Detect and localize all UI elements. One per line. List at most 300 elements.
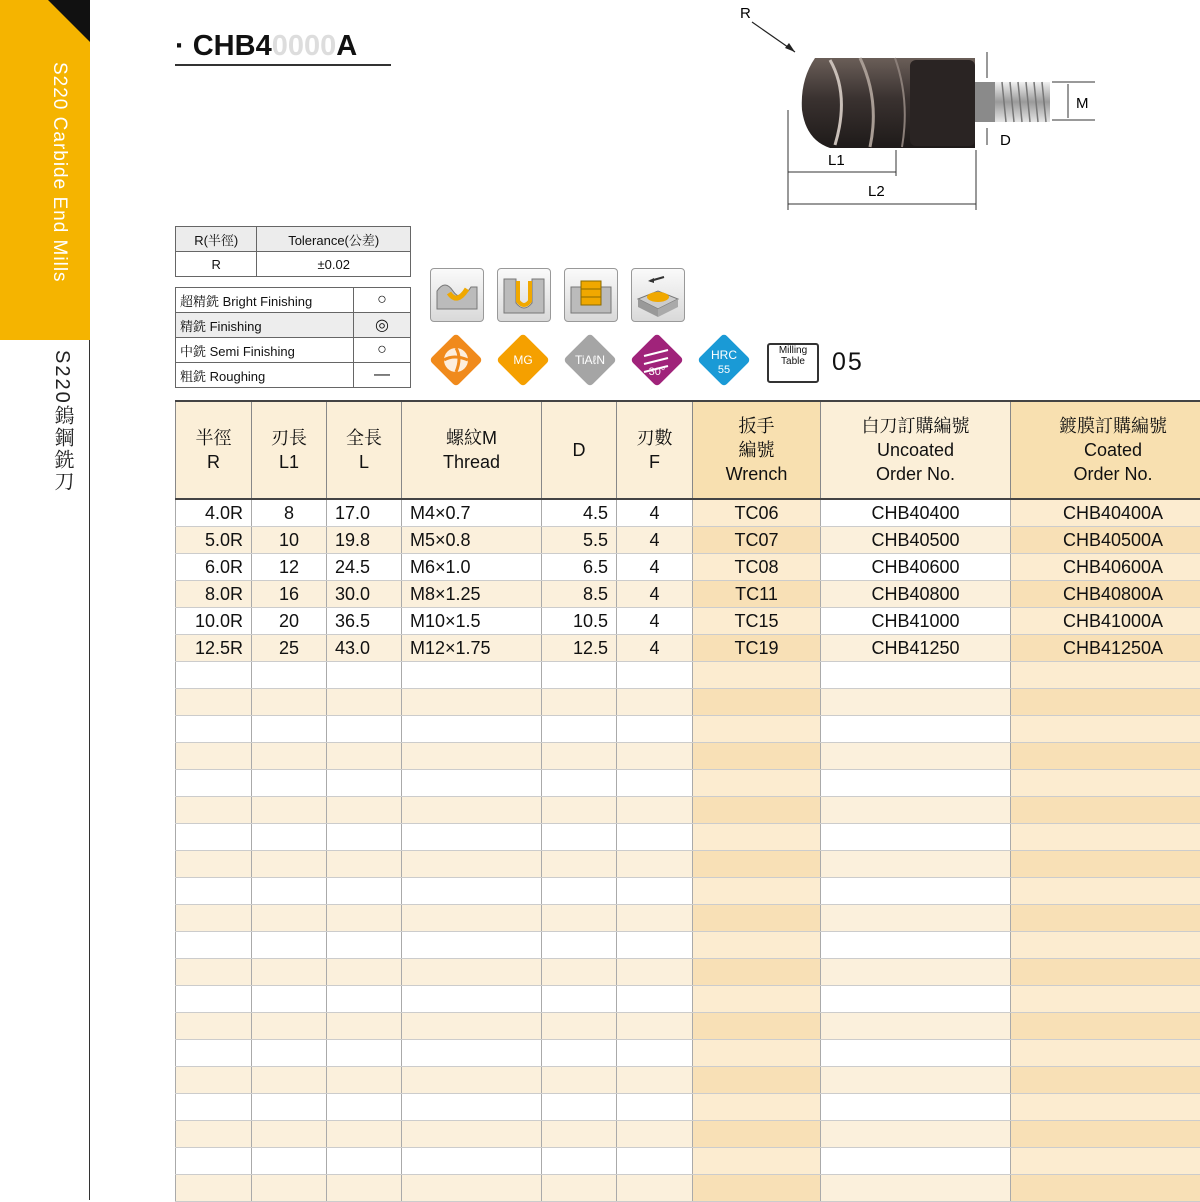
milling-table-icon[interactable]: Milling Table <box>767 343 819 383</box>
spec-table <box>175 400 1200 1202</box>
cell-thread <box>402 1040 542 1067</box>
cell-uncoated-order <box>821 1121 1011 1148</box>
table-row <box>176 581 1200 608</box>
cell-flute-length: 12 <box>252 554 327 581</box>
cell-flutes <box>617 932 693 959</box>
cell-uncoated-order <box>821 662 1011 689</box>
cell-flutes: 4 <box>617 635 693 662</box>
cell-wrench <box>693 824 821 851</box>
table-row <box>176 527 1200 554</box>
cell-diameter <box>542 716 617 743</box>
cell-radius <box>176 1148 252 1175</box>
cell-uncoated-order <box>821 905 1011 932</box>
mg-label: MG <box>495 353 551 367</box>
four-flute-icon <box>436 340 476 380</box>
cell-diameter <box>542 1121 617 1148</box>
finish-mark: ○ <box>354 338 411 363</box>
cell-radius <box>176 1175 252 1202</box>
cell-flute-length <box>252 689 327 716</box>
cell-diameter <box>542 1067 617 1094</box>
cell-wrench <box>693 851 821 878</box>
title-main: CHB4 <box>193 30 272 62</box>
cell-radius <box>176 932 252 959</box>
header-flutes: 刃數 F <box>617 401 693 499</box>
cell-diameter <box>542 932 617 959</box>
cell-radius: 12.5R <box>176 635 252 662</box>
cell-radius <box>176 824 252 851</box>
cell-wrench: TC19 <box>693 635 821 662</box>
cell-coated-order <box>1011 662 1200 689</box>
cell-coated-order <box>1011 905 1200 932</box>
header-diameter: D <box>542 401 617 499</box>
cell-uncoated-order <box>821 743 1011 770</box>
cell-thread <box>402 1013 542 1040</box>
cell-wrench <box>693 1013 821 1040</box>
cell-uncoated-order <box>821 878 1011 905</box>
cell-thread <box>402 716 542 743</box>
face-milling-icon <box>631 268 685 322</box>
table-row <box>176 986 1200 1013</box>
cell-coated-order <box>1011 716 1200 743</box>
cell-radius <box>176 1094 252 1121</box>
cell-overall-length <box>327 905 402 932</box>
cell-uncoated-order: CHB40500 <box>821 527 1011 554</box>
cell-diameter <box>542 824 617 851</box>
header-thread: 螺紋M Thread <box>402 401 542 499</box>
header-wrench: 扳手 編號 Wrench <box>693 401 821 499</box>
cell-coated-order <box>1011 851 1200 878</box>
cell-uncoated-order <box>821 1175 1011 1202</box>
table-header-row <box>176 401 1200 499</box>
pocket-milling-icon <box>564 268 618 322</box>
table-row <box>176 689 1200 716</box>
profile-milling-icon <box>430 268 484 322</box>
cell-flutes: 4 <box>617 527 693 554</box>
cell-radius <box>176 1040 252 1067</box>
cell-flute-length <box>252 770 327 797</box>
cell-flutes <box>617 1040 693 1067</box>
hrc-value: 55 <box>696 364 752 376</box>
cell-radius <box>176 959 252 986</box>
cell-flutes: 4 <box>617 499 693 527</box>
table-row <box>176 932 1200 959</box>
cell-overall-length <box>327 797 402 824</box>
cell-uncoated-order: CHB41250 <box>821 635 1011 662</box>
cell-flutes <box>617 986 693 1013</box>
cell-coated-order <box>1011 986 1200 1013</box>
table-row <box>176 824 1200 851</box>
cell-overall-length: 30.0 <box>327 581 402 608</box>
cell-thread: M10×1.5 <box>402 608 542 635</box>
finish-label: 中銑 Semi Finishing <box>176 338 354 363</box>
cell-uncoated-order <box>821 770 1011 797</box>
cell-uncoated-order <box>821 1067 1011 1094</box>
cell-flutes <box>617 851 693 878</box>
finishing-table <box>175 287 411 388</box>
label-r: R <box>740 5 751 22</box>
sidebar-divider <box>89 340 90 1200</box>
cell-flutes <box>617 1094 693 1121</box>
cell-overall-length <box>327 716 402 743</box>
header-overall-length: 全長 L <box>327 401 402 499</box>
milling-table-page: 05 <box>832 348 864 377</box>
cell-coated-order <box>1011 959 1200 986</box>
cell-thread: M6×1.0 <box>402 554 542 581</box>
cell-radius <box>176 1013 252 1040</box>
cell-coated-order <box>1011 878 1200 905</box>
cell-coated-order <box>1011 824 1200 851</box>
cell-diameter: 5.5 <box>542 527 617 554</box>
cell-coated-order <box>1011 1094 1200 1121</box>
cell-thread <box>402 797 542 824</box>
cell-radius: 8.0R <box>176 581 252 608</box>
wrench-flat <box>910 60 975 146</box>
table-row <box>176 1148 1200 1175</box>
table-row <box>176 851 1200 878</box>
cell-diameter <box>542 1148 617 1175</box>
tol-header-r: R(半徑) <box>176 227 257 252</box>
cell-flute-length: 10 <box>252 527 327 554</box>
cell-flute-length: 16 <box>252 581 327 608</box>
cell-wrench <box>693 959 821 986</box>
tol-value-r: R <box>176 252 257 277</box>
table-row <box>176 554 1200 581</box>
cell-overall-length: 17.0 <box>327 499 402 527</box>
table-row <box>176 662 1200 689</box>
tool-diagram <box>740 0 1120 220</box>
cell-overall-length <box>327 743 402 770</box>
cell-wrench <box>693 932 821 959</box>
cell-flutes: 4 <box>617 608 693 635</box>
helix-label: 30° <box>629 366 685 378</box>
cell-diameter <box>542 1175 617 1202</box>
cell-radius <box>176 743 252 770</box>
cell-thread: M4×0.7 <box>402 499 542 527</box>
cell-overall-length: 43.0 <box>327 635 402 662</box>
cell-diameter <box>542 905 617 932</box>
cell-radius <box>176 878 252 905</box>
finish-mark: ◎ <box>354 313 411 338</box>
cell-flute-length: 8 <box>252 499 327 527</box>
cell-flute-length <box>252 824 327 851</box>
cell-wrench <box>693 905 821 932</box>
cell-overall-length <box>327 986 402 1013</box>
cell-flutes <box>617 1175 693 1202</box>
r-arrowhead <box>785 43 795 52</box>
cell-diameter <box>542 1013 617 1040</box>
cell-radius <box>176 770 252 797</box>
cell-uncoated-order <box>821 986 1011 1013</box>
cell-diameter <box>542 1040 617 1067</box>
cell-coated-order <box>1011 743 1200 770</box>
cell-uncoated-order <box>821 716 1011 743</box>
sidebar-english-title: S220 Carbide End Mills <box>48 62 70 283</box>
cell-coated-order: CHB40600A <box>1011 554 1200 581</box>
cell-overall-length <box>327 959 402 986</box>
cell-thread <box>402 1175 542 1202</box>
cell-radius <box>176 1067 252 1094</box>
tialn-label: TiAℓN <box>562 353 618 367</box>
cell-thread <box>402 770 542 797</box>
cell-radius <box>176 986 252 1013</box>
table-row <box>176 743 1200 770</box>
cell-radius: 5.0R <box>176 527 252 554</box>
table-row <box>176 1013 1200 1040</box>
cell-flutes <box>617 959 693 986</box>
header-radius: 半徑 R <box>176 401 252 499</box>
cell-wrench <box>693 1040 821 1067</box>
cell-flutes <box>617 1121 693 1148</box>
table-row <box>176 716 1200 743</box>
cell-flute-length <box>252 1121 327 1148</box>
cell-diameter: 6.5 <box>542 554 617 581</box>
cell-overall-length <box>327 1121 402 1148</box>
cell-diameter <box>542 743 617 770</box>
tol-header-tolerance: Tolerance(公差) <box>257 227 411 252</box>
cell-flutes <box>617 743 693 770</box>
label-l1: L1 <box>828 152 845 169</box>
title-suffix: A <box>336 30 357 62</box>
sidebar-chinese-title: S220鎢鋼銑刀 <box>48 350 77 493</box>
table-row <box>176 878 1200 905</box>
cell-flute-length <box>252 1175 327 1202</box>
cell-wrench: TC15 <box>693 608 821 635</box>
cell-uncoated-order <box>821 1094 1011 1121</box>
header-uncoated: 白刀訂購編號 Uncoated Order No. <box>821 401 1011 499</box>
table-body <box>176 499 1200 1202</box>
cell-radius <box>176 905 252 932</box>
cell-flute-length <box>252 851 327 878</box>
cell-diameter <box>542 986 617 1013</box>
cell-thread <box>402 689 542 716</box>
cell-overall-length <box>327 878 402 905</box>
cell-diameter <box>542 878 617 905</box>
cell-flute-length <box>252 1067 327 1094</box>
cell-uncoated-order <box>821 689 1011 716</box>
cell-overall-length: 19.8 <box>327 527 402 554</box>
cell-flutes <box>617 878 693 905</box>
cell-thread <box>402 1067 542 1094</box>
cell-coated-order <box>1011 797 1200 824</box>
cell-overall-length <box>327 1040 402 1067</box>
cell-flutes <box>617 824 693 851</box>
cell-diameter: 10.5 <box>542 608 617 635</box>
cell-uncoated-order: CHB40400 <box>821 499 1011 527</box>
cell-flute-length <box>252 932 327 959</box>
table-row <box>176 905 1200 932</box>
cell-wrench <box>693 1148 821 1175</box>
cell-wrench <box>693 1094 821 1121</box>
cell-uncoated-order <box>821 797 1011 824</box>
cell-thread <box>402 1148 542 1175</box>
cell-flute-length <box>252 1013 327 1040</box>
cell-uncoated-order: CHB40600 <box>821 554 1011 581</box>
cell-coated-order: CHB40500A <box>1011 527 1200 554</box>
cell-overall-length <box>327 689 402 716</box>
tol-value-tolerance: ±0.02 <box>257 252 411 277</box>
cell-wrench: TC07 <box>693 527 821 554</box>
header-flute-length: 刃長 L1 <box>252 401 327 499</box>
cell-overall-length <box>327 662 402 689</box>
cell-wrench <box>693 1175 821 1202</box>
table-row <box>176 1094 1200 1121</box>
cell-radius: 4.0R <box>176 499 252 527</box>
cell-overall-length <box>327 1148 402 1175</box>
cell-flutes <box>617 716 693 743</box>
cell-overall-length: 24.5 <box>327 554 402 581</box>
table-row <box>176 1175 1200 1202</box>
cell-uncoated-order: CHB41000 <box>821 608 1011 635</box>
cell-wrench <box>693 716 821 743</box>
cell-coated-order <box>1011 1067 1200 1094</box>
cell-diameter <box>542 1094 617 1121</box>
cell-flutes <box>617 905 693 932</box>
label-m: M <box>1076 95 1089 112</box>
cell-thread <box>402 662 542 689</box>
cell-thread <box>402 851 542 878</box>
cell-wrench: TC11 <box>693 581 821 608</box>
cell-thread <box>402 959 542 986</box>
cell-wrench <box>693 770 821 797</box>
finish-mark: — <box>354 363 411 388</box>
cell-thread <box>402 905 542 932</box>
page-title <box>175 30 391 66</box>
cell-uncoated-order <box>821 1148 1011 1175</box>
cell-thread <box>402 932 542 959</box>
cell-radius: 10.0R <box>176 608 252 635</box>
cell-overall-length <box>327 851 402 878</box>
table-row <box>176 499 1200 527</box>
cell-coated-order: CHB40400A <box>1011 499 1200 527</box>
cell-overall-length <box>327 1013 402 1040</box>
cell-flutes <box>617 770 693 797</box>
cell-radius <box>176 1121 252 1148</box>
cell-uncoated-order <box>821 959 1011 986</box>
cell-coated-order <box>1011 1040 1200 1067</box>
table-row <box>176 608 1200 635</box>
cell-coated-order <box>1011 1013 1200 1040</box>
cell-coated-order <box>1011 1148 1200 1175</box>
finish-mark: ○ <box>354 288 411 313</box>
finish-label: 粗銑 Roughing <box>176 363 354 388</box>
cell-coated-order <box>1011 932 1200 959</box>
sidebar <box>0 0 90 1200</box>
cell-diameter <box>542 689 617 716</box>
cell-flutes <box>617 1067 693 1094</box>
cell-overall-length <box>327 1094 402 1121</box>
cell-coated-order: CHB40800A <box>1011 581 1200 608</box>
cell-diameter <box>542 851 617 878</box>
cell-uncoated-order: CHB40800 <box>821 581 1011 608</box>
cell-flute-length: 20 <box>252 608 327 635</box>
cell-thread <box>402 986 542 1013</box>
cell-flutes <box>617 662 693 689</box>
cell-uncoated-order <box>821 932 1011 959</box>
cell-flute-length <box>252 1040 327 1067</box>
cell-flutes <box>617 1013 693 1040</box>
tool-neck <box>975 82 995 122</box>
cell-thread <box>402 824 542 851</box>
cell-wrench: TC08 <box>693 554 821 581</box>
table-row <box>176 1121 1200 1148</box>
hrc-label: HRC <box>696 348 752 362</box>
cell-wrench <box>693 743 821 770</box>
cell-thread <box>402 1121 542 1148</box>
cell-radius <box>176 662 252 689</box>
cell-thread <box>402 878 542 905</box>
cell-coated-order: CHB41250A <box>1011 635 1200 662</box>
finish-label: 精銑 Finishing <box>176 313 354 338</box>
table-row <box>176 770 1200 797</box>
cell-flute-length <box>252 878 327 905</box>
cell-overall-length <box>327 1175 402 1202</box>
cell-flute-length <box>252 743 327 770</box>
cell-overall-length <box>327 824 402 851</box>
cell-uncoated-order <box>821 824 1011 851</box>
cell-flute-length <box>252 1148 327 1175</box>
cell-flutes <box>617 797 693 824</box>
cell-flute-length <box>252 986 327 1013</box>
cell-thread: M8×1.25 <box>402 581 542 608</box>
cell-radius: 6.0R <box>176 554 252 581</box>
cell-wrench <box>693 689 821 716</box>
cell-overall-length <box>327 1067 402 1094</box>
cell-wrench <box>693 797 821 824</box>
table-row <box>176 1067 1200 1094</box>
cell-wrench <box>693 662 821 689</box>
cell-diameter: 8.5 <box>542 581 617 608</box>
cell-flute-length <box>252 662 327 689</box>
cell-flute-length <box>252 716 327 743</box>
table-row <box>176 1040 1200 1067</box>
slot-milling-icon <box>497 268 551 322</box>
cell-coated-order: CHB41000A <box>1011 608 1200 635</box>
cell-uncoated-order <box>821 1013 1011 1040</box>
cell-thread <box>402 1094 542 1121</box>
sidebar-yellow-band <box>0 0 90 340</box>
finish-label: 超精銑 Bright Finishing <box>176 288 354 313</box>
cell-thread: M5×0.8 <box>402 527 542 554</box>
header-coated: 鍍膜訂購編號 Coated Order No. <box>1011 401 1200 499</box>
cell-overall-length <box>327 770 402 797</box>
cell-coated-order <box>1011 1175 1200 1202</box>
cell-diameter <box>542 770 617 797</box>
cell-diameter: 12.5 <box>542 635 617 662</box>
cell-uncoated-order <box>821 851 1011 878</box>
cell-diameter <box>542 797 617 824</box>
cell-overall-length: 36.5 <box>327 608 402 635</box>
cell-radius <box>176 797 252 824</box>
cell-coated-order <box>1011 770 1200 797</box>
cell-flutes: 4 <box>617 581 693 608</box>
title-ghost-digits: 0000 <box>272 30 337 62</box>
title-bullet: · <box>175 30 185 62</box>
cell-radius <box>176 716 252 743</box>
cell-wrench <box>693 986 821 1013</box>
cell-flute-length <box>252 1094 327 1121</box>
cell-wrench <box>693 1121 821 1148</box>
tolerance-table <box>175 226 411 277</box>
cell-flute-length <box>252 797 327 824</box>
cell-coated-order <box>1011 1121 1200 1148</box>
cell-radius <box>176 689 252 716</box>
table-row <box>176 635 1200 662</box>
cell-uncoated-order <box>821 1040 1011 1067</box>
table-row <box>176 959 1200 986</box>
cell-radius <box>176 851 252 878</box>
label-d: D <box>1000 132 1011 149</box>
cell-coated-order <box>1011 689 1200 716</box>
